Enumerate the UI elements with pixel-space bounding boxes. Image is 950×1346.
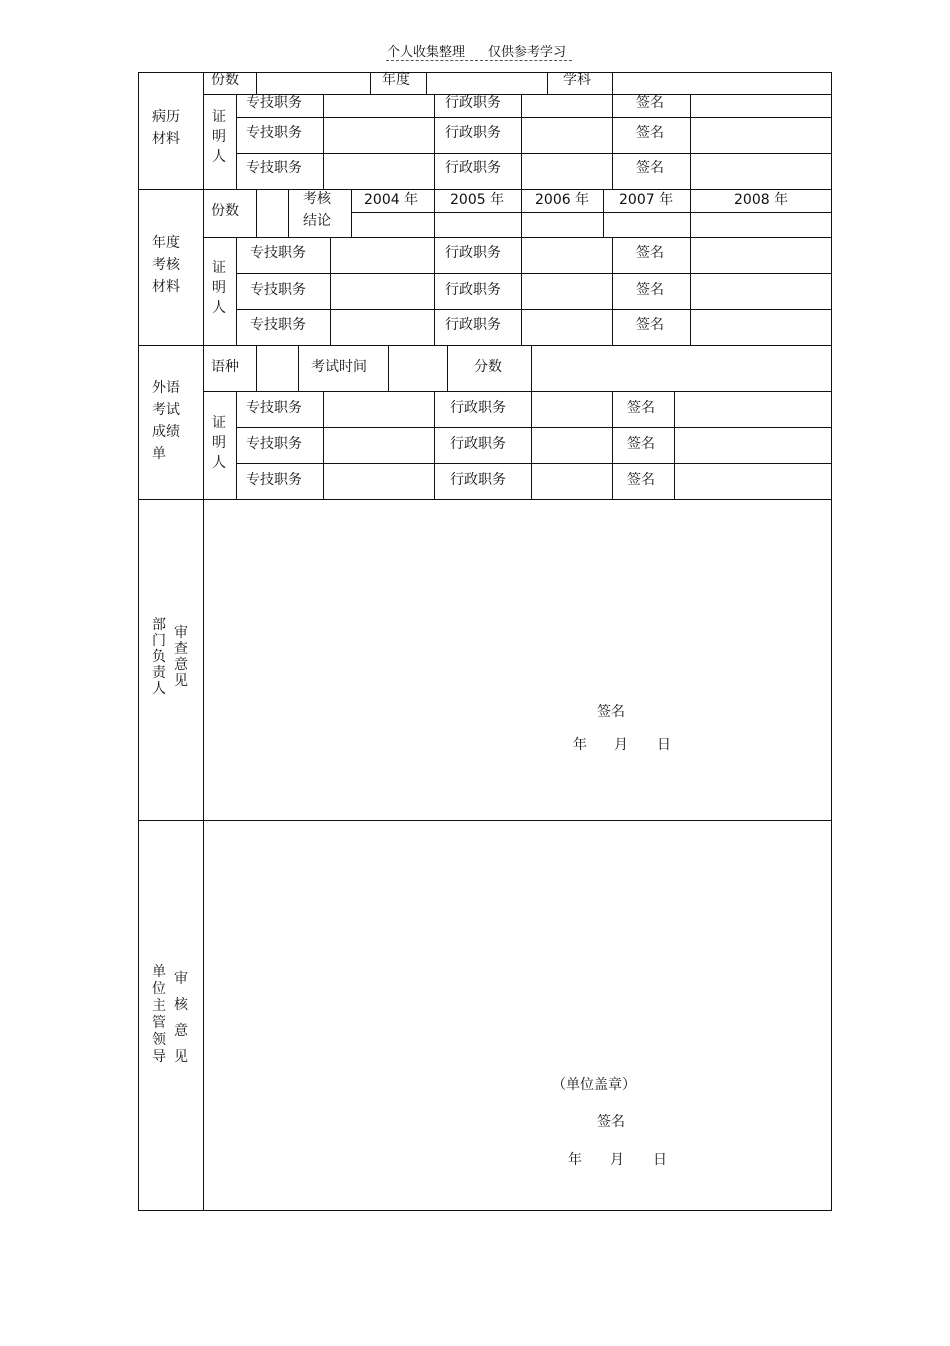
label-admin-post: 行政职务 bbox=[445, 245, 501, 261]
dept-date-year: 年 bbox=[573, 737, 587, 753]
label-admin-post: 行政职务 bbox=[445, 125, 501, 141]
label-admin-post: 行政职务 bbox=[445, 160, 501, 176]
dept-date-month: 月 bbox=[614, 737, 628, 753]
label-admin-post: 行政职务 bbox=[450, 436, 506, 452]
label-signature: 签名 bbox=[636, 317, 664, 333]
label-admin-post: 行政职务 bbox=[445, 95, 501, 111]
section-title-review-opinion: 审查意见 bbox=[174, 625, 188, 689]
header-left-text: 个人收集整理 bbox=[387, 45, 466, 60]
col-line bbox=[370, 72, 371, 94]
section-title-medical-records: 病历材料 bbox=[152, 109, 180, 147]
label-year: 年度 bbox=[382, 72, 410, 88]
col-line bbox=[351, 189, 352, 237]
col-line bbox=[236, 237, 237, 345]
label-discipline: 学科 bbox=[563, 72, 591, 88]
col-line bbox=[612, 72, 613, 94]
col-line bbox=[531, 391, 532, 499]
row-line bbox=[236, 117, 831, 118]
row-line bbox=[236, 309, 831, 310]
col-line bbox=[236, 391, 237, 499]
label-admin-post: 行政职务 bbox=[450, 472, 506, 488]
col-line bbox=[521, 94, 522, 189]
year-2006: 2006 年 bbox=[535, 192, 590, 208]
year-2007: 2007 年 bbox=[619, 192, 674, 208]
col-line bbox=[256, 345, 257, 391]
section-title-foreign-language: 外语考试成绩单 bbox=[152, 380, 180, 462]
label-technical-post: 专技职务 bbox=[250, 317, 306, 333]
row-line bbox=[203, 237, 831, 238]
label-technical-post: 专技职务 bbox=[246, 436, 302, 452]
header-right-text: 仅供参考学习 bbox=[488, 45, 567, 60]
col-line bbox=[323, 94, 324, 189]
label-technical-post: 专技职务 bbox=[246, 95, 302, 111]
row-line bbox=[236, 427, 831, 428]
section-divider bbox=[138, 345, 832, 346]
label-signature: 签名 bbox=[627, 400, 655, 416]
col-line bbox=[256, 72, 257, 94]
col-line bbox=[521, 237, 522, 345]
label-signature: 签名 bbox=[627, 436, 655, 452]
label-technical-post: 专技职务 bbox=[246, 472, 302, 488]
dept-signature-label: 签名 bbox=[597, 704, 625, 720]
col-line bbox=[236, 94, 237, 189]
col-line bbox=[612, 94, 613, 189]
label-column-divider bbox=[203, 72, 204, 1211]
label-signature: 签名 bbox=[636, 95, 664, 111]
col-line bbox=[690, 189, 691, 237]
year-2004: 2004 年 bbox=[364, 192, 419, 208]
col-line bbox=[434, 189, 435, 237]
label-admin-post: 行政职务 bbox=[445, 317, 501, 333]
border-right bbox=[831, 72, 832, 1211]
section-divider bbox=[138, 820, 832, 821]
col-line bbox=[612, 391, 613, 499]
label-copies: 份数 bbox=[211, 72, 239, 88]
col-line bbox=[434, 237, 435, 345]
col-line bbox=[434, 94, 435, 189]
label-technical-post: 专技职务 bbox=[246, 125, 302, 141]
unit-seal-label: （单位盖章） bbox=[552, 1077, 636, 1093]
section-title-annual-assessment: 年度考核材料 bbox=[152, 235, 180, 295]
row-line bbox=[236, 273, 831, 274]
year-2008: 2008 年 bbox=[734, 192, 789, 208]
section-title-approval-opinion: 审核意见 bbox=[174, 971, 188, 1065]
unit-date-month: 月 bbox=[610, 1152, 624, 1168]
col-line bbox=[298, 345, 299, 391]
label-signature: 签名 bbox=[627, 472, 655, 488]
year-2005: 2005 年 bbox=[450, 192, 505, 208]
row-line bbox=[236, 463, 831, 464]
label-signature: 签名 bbox=[636, 282, 664, 298]
label-score: 分数 bbox=[474, 359, 502, 375]
label-admin-post: 行政职务 bbox=[450, 400, 506, 416]
unit-date-day: 日 bbox=[653, 1152, 667, 1168]
unit-date-year: 年 bbox=[568, 1152, 582, 1168]
label-witness: 证明人 bbox=[212, 260, 226, 316]
section-title-unit-leader: 单位主管领导 bbox=[152, 964, 166, 1065]
label-technical-post: 专技职务 bbox=[246, 160, 302, 176]
section-divider bbox=[138, 499, 832, 500]
col-line bbox=[288, 189, 289, 237]
section-title-dept-head: 部门负责人 bbox=[152, 617, 166, 697]
col-line bbox=[388, 345, 389, 391]
row-line bbox=[236, 153, 831, 154]
col-line bbox=[603, 189, 604, 237]
label-exam-time: 考试时间 bbox=[311, 359, 367, 375]
label-witness: 证明人 bbox=[212, 415, 226, 471]
label-technical-post: 专技职务 bbox=[250, 282, 306, 298]
col-line bbox=[434, 391, 435, 499]
col-line bbox=[330, 237, 331, 345]
label-signature: 签名 bbox=[636, 245, 664, 261]
label-signature: 签名 bbox=[636, 125, 664, 141]
label-language: 语种 bbox=[211, 359, 239, 375]
label-technical-post: 专技职务 bbox=[250, 245, 306, 261]
col-line bbox=[674, 391, 675, 499]
label-signature: 签名 bbox=[636, 160, 664, 176]
col-line bbox=[690, 94, 691, 189]
dept-date-day: 日 bbox=[657, 737, 671, 753]
row-line bbox=[203, 391, 831, 392]
label-assessment-conclusion: 考核结论 bbox=[303, 191, 331, 229]
col-line bbox=[256, 189, 257, 237]
col-line bbox=[690, 237, 691, 345]
label-admin-post: 行政职务 bbox=[445, 282, 501, 298]
col-line bbox=[521, 189, 522, 237]
row-line bbox=[351, 212, 831, 213]
col-line bbox=[547, 72, 548, 94]
section-divider bbox=[138, 189, 832, 190]
col-line bbox=[426, 72, 427, 94]
col-line bbox=[323, 391, 324, 499]
col-line bbox=[531, 345, 532, 391]
label-technical-post: 专技职务 bbox=[246, 400, 302, 416]
border-left bbox=[138, 72, 139, 1211]
border-top bbox=[138, 72, 832, 73]
unit-signature-label: 签名 bbox=[597, 1114, 625, 1130]
col-line bbox=[612, 237, 613, 345]
border-bottom bbox=[138, 1210, 832, 1211]
col-line bbox=[447, 345, 448, 391]
label-witness: 证明人 bbox=[212, 109, 226, 165]
label-copies: 份数 bbox=[211, 203, 239, 219]
